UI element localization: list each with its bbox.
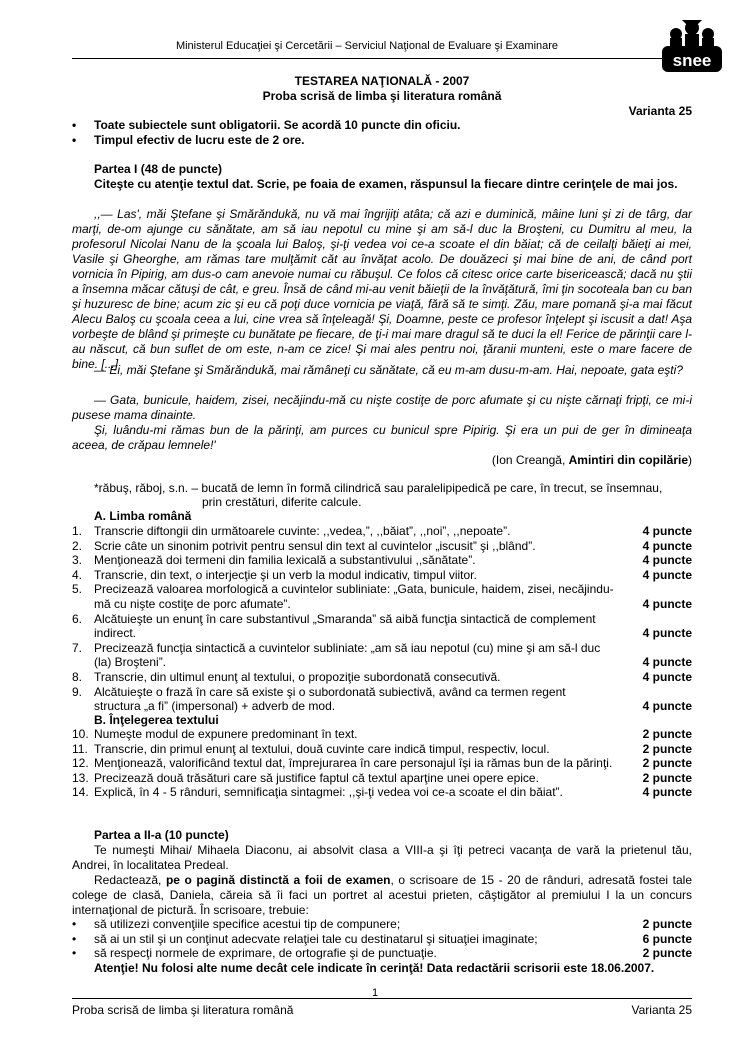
list-item: • să ai un stil şi un conţinut adecvate relaţiei tale cu destinatarul şi situaţiei imaginate; 6 puncte bbox=[72, 931, 692, 946]
list-item: 10. Numeşte modul de expunere predominant în text. 2 puncte bbox=[72, 727, 692, 741]
list-item: 14. Explică, în 4 - 5 rânduri, semnificaţia sintagmei: ,,şi-ţi vedea voi ce-a scoate el din băiat”. 4 puncte bbox=[72, 785, 692, 800]
part2-warning: Atenţie! Nu folosi alte nume decât cele indicate în cerinţă! Data redactării scrisorii este 18.06.2007. bbox=[94, 961, 655, 975]
text-paragraph-1: ,,— Las', măi Ştefane şi Smărăndukă, nu vă mai îngrijiţi atâta; că azi e duminică, mâine luni şi zi de târg, dar marţi, de-om ajunge cu sănătate, am să iau nepotul cu mine şi am să-l duc la Broşteni, cu Dumitru al meu, la profesorul Nicolai Nanu de la şcoala lui Baloş, şi-ţi vedea voi ce-a scoate el din băiat; că de ceilalţi băieţi ai mei, Vasile şi Gheorghe, am rămas tare mulţămit căt au învăţat acolo. De douăzeci şi mai bine de ani, de când port vornicia în Pipirig, am dus-o cam anevoie numai cu răbuşul. Ce folos că citesc orice carte bisericească; dacă nu ştii a însemna măcar cătuşi de cât, e greu. Însă de când mi-au venit băieţii de la învăţătură, îmi ţin socoteala ban cu ban şi huzuresc de bine; acum zic şi eu că poţi duce vornicia pe viaţă, fără să te simţi. Zău, mare pomană şi-a mai făcut Alecu Baloş cu şcoala ceea a lui, cine vrea să înţeleagă! Şi, Doamne, peste ce profesor înţelept şi iscusit a dat! Aşa vorbeşte de blând şi primeşte cu bunătate pe fiecare, de ţi-i mai mare dragul să te duci la el! Ferice de părinţii care l-au născut, că bun suflet de om este, n-am ce zice! Şi mai ales pentru noi, ţăranii munteni, este o mare facere de bine. [...] bbox=[72, 207, 692, 371]
list-item: • să utilizezi convenţiile specifice acestui tip de compunere; 2 puncte bbox=[72, 917, 692, 931]
bullet-icon: • bbox=[72, 946, 77, 961]
list-item: 4. Transcrie, din text, o interjecţie şi un verb la modul indicativ, timpul viitor. 4 puncte bbox=[72, 567, 692, 582]
variant-label: Varianta 25 bbox=[628, 104, 692, 118]
list-item: 2. Scrie câte un sinonim potrivit pentru sensul din text al cuvintelor „iscusit” şi ,,blând”. 4 puncte bbox=[72, 538, 692, 553]
bullet-icon: • bbox=[72, 118, 77, 132]
text-source: (Ion Creangă, Amintiri din copilărie) bbox=[491, 453, 692, 467]
footer-right: Varianta 25 bbox=[631, 1003, 692, 1017]
text-paragraph-4: Şi, luându-mi rămas bun de la părinţi, am purces cu bunicul spre Pipirig. Şi era un pui de ger în dimineaţa aceea, de crăpau lemnele!' bbox=[72, 423, 692, 452]
definition-line-2: prin crestături, diferite calcule. bbox=[202, 495, 362, 509]
part2-context: Te numeşti Mihai/ Mihaela Diaconu, ai absolvit clasa a VIII-a şi îţi petreci vacanţa de vară la prietenul tău, Andrei, în localitatea Predeal. bbox=[72, 843, 692, 872]
rule-item: • Timpul efectiv de lucru este de 2 ore. bbox=[72, 133, 305, 147]
definition-line-1: *răbuş, răboj, s.n. – bucată de lemn în formă cilindrică sau paralelipipedică pe care, în trecut, se însemnau, bbox=[94, 481, 663, 495]
list-item: 6. Alcătuieşte un enunţ în care substantivul „Smaranda” să aibă funcţia sintactică de complement indirect. 4 puncte bbox=[72, 611, 692, 641]
exam-title: TESTAREA NAŢIONALĂ - 2007 bbox=[294, 74, 470, 88]
page-number: 1 bbox=[371, 987, 379, 999]
list-item: 7. Precizează funcţia sintactică a cuvintelor subliniate: „am să iau nepotul (cu) mine şi am să-l duc (la) Broşteni”. 4 puncte bbox=[72, 640, 692, 670]
part2-requirements bbox=[72, 917, 692, 961]
part2-heading: Partea a II-a (10 puncte) bbox=[94, 828, 229, 842]
section-a-title: A. Limba română bbox=[94, 509, 192, 523]
list-item: 12. Menţionează, valorificând textul dat, împrejurarea în care personajul îşi ia rămas bun de la părinţi. 2 puncte bbox=[72, 756, 692, 771]
section-b-title: B. Înţelegerea textului bbox=[94, 713, 219, 727]
footer-left: Proba scrisă de limba şi literatura română bbox=[72, 1003, 294, 1017]
section-b-list bbox=[72, 727, 692, 800]
bullet-icon: • bbox=[72, 133, 77, 147]
text-paragraph-2: — Ei, măi Ştefane şi Smărăndukă, mai rămâneţi cu sănătate, că eu m-am dusu-m-am. Hai, nepoate, gata eşti? bbox=[94, 363, 683, 377]
part2-task: Redactează, pe o pagină distinctă a foii de examen, o scrisoare de 15 - 20 de rânduri, adresată fostei tale colege de clasă, Daniela, căreia să îi faci un portret al acestui prieten, câştigător al premiului I la un concurs internaţional de pictură. În scrisoare, trebuie: bbox=[72, 873, 692, 917]
part1-heading: Partea I (48 de puncte) bbox=[94, 162, 223, 176]
list-item: 11. Transcrie, din primul enunţ al textului, două cuvinte care indică timpul, respectiv, locul. 2 puncte bbox=[72, 741, 692, 756]
footer-rule bbox=[72, 998, 692, 999]
text-paragraph-3: — Gata, bunicule, haidem, zisei, necăjindu-mă cu nişte costiţe de porc afumate şi cu nişte cărnaţi fripţi, ce mi-i pusese mama dinainte. bbox=[72, 393, 692, 422]
bullet-icon: • bbox=[72, 931, 77, 946]
bullet-icon: • bbox=[72, 917, 77, 931]
list-item: 13. Precizează două trăsături care să justifice faptul că textul aparţine unei opere epice. 2 puncte bbox=[72, 770, 692, 785]
list-item: • să respecţi normele de exprimare, de ortografie şi de punctuaţie. 2 puncte bbox=[72, 946, 692, 961]
list-item: 5. Precizează valoarea morfologică a cuvintelor subliniate: „Gata, bunicule, haidem, zisei, necăjindu-mă cu nişte costiţe de porc afumate”. 4 puncte bbox=[72, 582, 692, 611]
ministry-header: Ministerul Educaţiei şi Cercetării – Serviciul Naţional de Evaluare şi Examinare bbox=[175, 40, 559, 52]
logo-text: snee bbox=[672, 51, 712, 70]
rule-item: • Toate subiectele sunt obligatorii. Se acordă 10 puncte din oficiu. bbox=[72, 118, 461, 132]
list-item: 3. Menţionează doi termeni din familia lexicală a substantivului ,,sănătate”. 4 puncte bbox=[72, 553, 692, 568]
list-item: 1. Transcrie diftongii din următoarele cuvinte: ,,vedea,”, ,,băiat”, ,,noi”, ,,nepoate”. 4 puncte bbox=[72, 524, 692, 538]
part1-instruction: Citeşte cu atenţie textul dat. Scrie, pe foaia de examen, răspunsul la fiecare dintre cerinţele de mai jos. bbox=[94, 177, 678, 191]
list-item: 9. Alcătuieşte o frază în care să existe şi o subordonată subiectivă, având ca termen regent structura „a fi” (impersonal) + adverb de mod. 4 puncte bbox=[72, 684, 692, 714]
snee-logo bbox=[662, 16, 722, 80]
list-item: 8. Transcrie, din ultimul enunţ al textului, o propoziţie subordonată consecutivă. 4 puncte bbox=[72, 669, 692, 684]
exam-subtitle: Proba scrisă de limba şi literatura română bbox=[262, 89, 502, 103]
section-a-list bbox=[72, 524, 692, 714]
header-rule bbox=[72, 58, 664, 59]
